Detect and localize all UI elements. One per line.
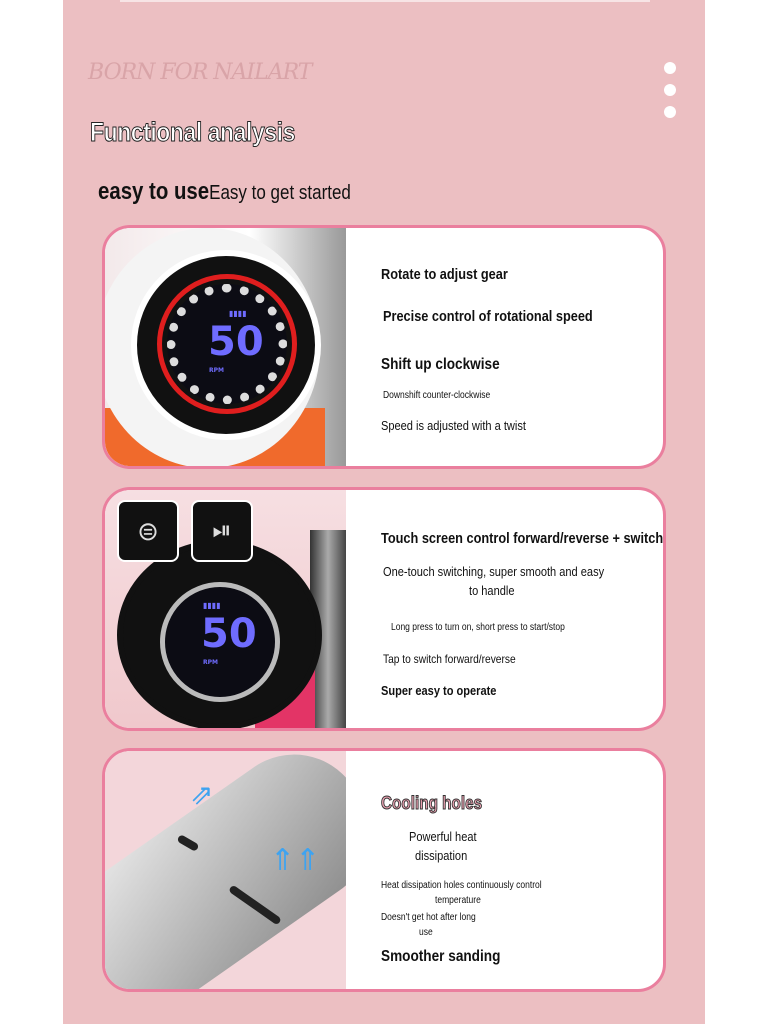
feature-line: Heat dissipation holes continuously control — [381, 880, 542, 891]
rpm-label: RPM — [209, 367, 224, 374]
feature-line: Touch screen control forward/reverse + switch — [381, 530, 664, 547]
speed-display: 50 — [208, 319, 264, 365]
feature-line: Doesn't get hot after long — [381, 912, 476, 923]
airflow-arrow-icon: ⇑⇑ — [270, 844, 321, 877]
feature-line: Downshift counter-clockwise — [383, 390, 491, 401]
feature-line: temperature — [435, 895, 481, 906]
rpm-label: RPM — [203, 659, 218, 666]
feature-line: Super easy to operate — [381, 683, 497, 698]
brand-watermark: BORN FOR NAILART — [88, 60, 312, 85]
battery-icon: ▮▮▮▮ — [203, 601, 221, 610]
handpiece-image — [105, 751, 346, 989]
divider — [120, 0, 650, 2]
feature-line: Smoother sanding — [381, 948, 501, 965]
speed-display: 50 — [201, 611, 257, 657]
feature-line: use — [419, 927, 433, 938]
page-title: Functional analysis — [90, 117, 295, 147]
feature-line: Powerful heat — [409, 829, 477, 844]
feature-line: Rotate to adjust gear — [381, 266, 508, 283]
feature-line: dissipation — [415, 848, 468, 863]
feature-line: Speed is adjusted with a twist — [381, 418, 526, 433]
feature-card-cooling — [102, 748, 666, 992]
feature-line: Long press to turn on, short press to start/stop — [391, 622, 565, 633]
feature-line: Shift up clockwise — [381, 356, 500, 373]
subtitle — [98, 178, 351, 207]
feature-line: Tap to switch forward/reverse — [383, 652, 516, 666]
airflow-arrow-icon: ⇗ — [190, 779, 214, 810]
play-pause-icon: ⏯ — [191, 500, 253, 562]
subtitle-secondary: Easy to get started — [209, 182, 351, 204]
battery-icon: ▮▮▮▮ — [229, 309, 247, 318]
feature-line: Precise control of rotational speed — [383, 308, 593, 325]
touch-panel-image — [105, 490, 346, 728]
more-menu-icon[interactable] — [664, 62, 676, 128]
feature-line: One-touch switching, super smooth and easy — [383, 564, 605, 579]
forward-reverse-icon: ⊜ — [117, 500, 179, 562]
feature-card-rotate — [102, 225, 666, 469]
subtitle-main: easy to use — [98, 178, 210, 205]
feature-card-touch — [102, 487, 666, 731]
dial-image — [105, 228, 346, 466]
feature-heading: Cooling holes — [381, 793, 483, 813]
feature-line: to handle — [469, 583, 515, 598]
